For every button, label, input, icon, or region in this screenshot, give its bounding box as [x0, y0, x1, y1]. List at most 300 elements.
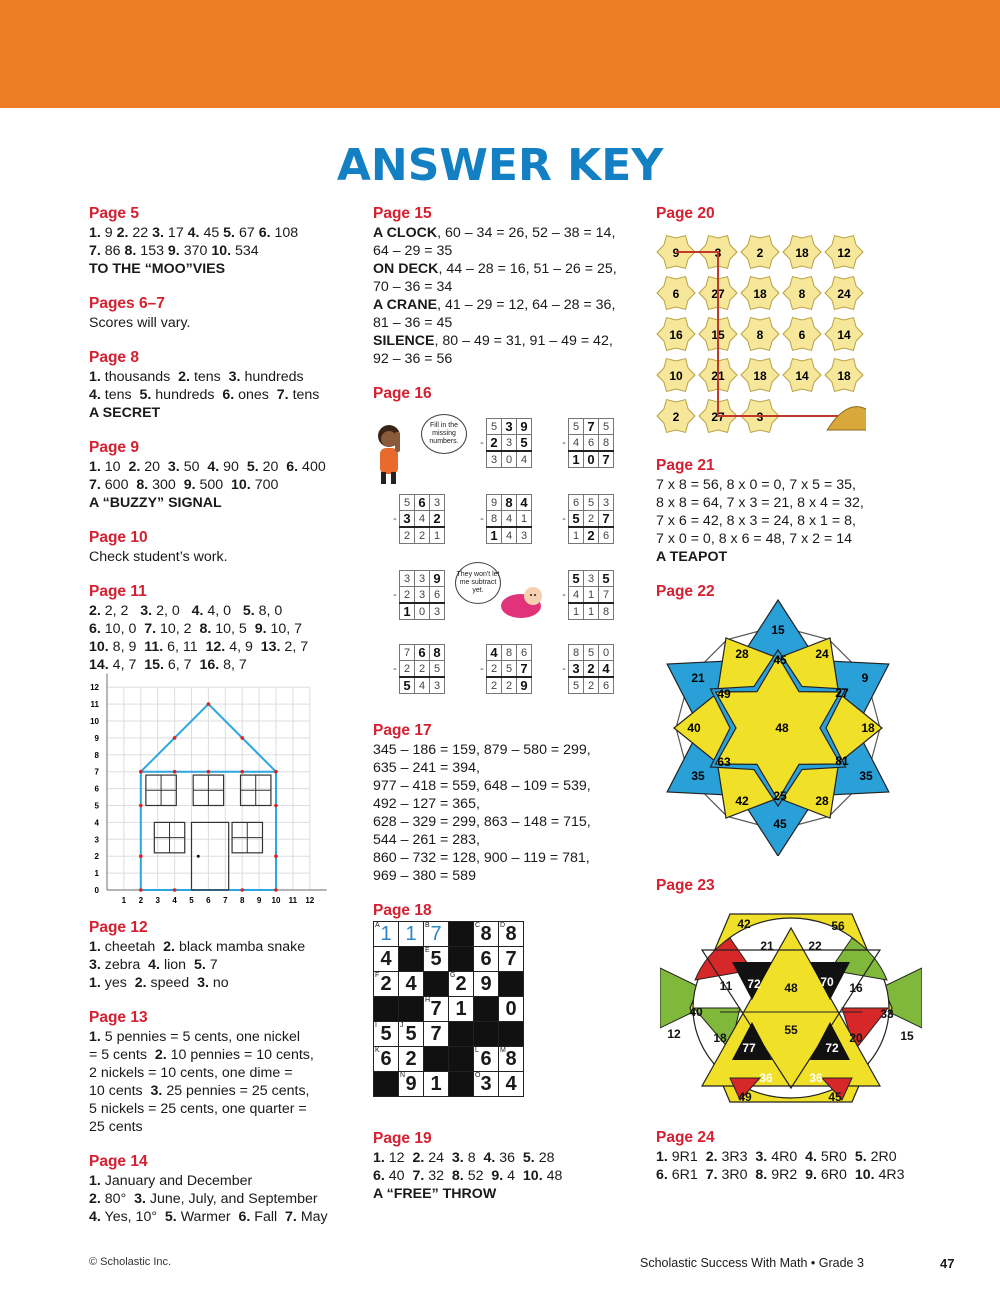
answer-text: 977 – 418 = 559, 648 – 109 = 539,: [373, 778, 591, 794]
star-number: 9: [861, 671, 869, 685]
page20-leaf-maze: [656, 232, 866, 438]
answer-text: 8.: [124, 243, 137, 259]
answer-text: 108: [270, 225, 299, 241]
answer-text: 8.: [136, 477, 149, 493]
operator: [391, 645, 400, 661]
digit-table: [560, 570, 614, 620]
answer-text: 3.: [152, 225, 164, 241]
y-tick-label: 3: [94, 835, 99, 845]
digit-cell: 3: [502, 419, 517, 435]
clue-letter: F: [375, 972, 380, 979]
answer-text: 2.: [163, 939, 176, 955]
answer-text: speed: [146, 975, 198, 991]
crossword-cell: [374, 972, 399, 997]
crossword-digit: 4: [505, 1073, 517, 1095]
crossword-digit: 8: [505, 923, 517, 945]
book-title: Scholastic Success With Math • Grade 3: [640, 1256, 864, 1270]
answer-text: 10, 7: [266, 621, 303, 637]
digit-cell: 2: [430, 511, 445, 528]
digit-table: [391, 644, 445, 694]
answer-text: 80°: [100, 1191, 135, 1207]
answer-section: [656, 1128, 956, 1184]
answer-section: [89, 438, 354, 512]
column-2-lower: [373, 1129, 638, 1219]
answer-text: SILENCE: [373, 333, 435, 349]
answer-text: 2, 0: [152, 603, 192, 619]
x-tick-label: 10: [271, 896, 281, 905]
crossword-cell: [374, 947, 399, 972]
answer-text: 10: [100, 459, 129, 475]
digit-cell: 5: [430, 661, 445, 678]
answer-section: [373, 384, 638, 404]
crossword-cell: [424, 947, 449, 972]
answer-section: [373, 1129, 638, 1203]
answer-text: ON DECK: [373, 261, 439, 277]
digit-cell: 5: [584, 495, 599, 511]
answer-text: 3.: [167, 459, 180, 475]
answer-line: [89, 974, 354, 992]
crossword-digit: 5: [380, 1023, 392, 1045]
answer-line: [373, 777, 638, 795]
answer-section: [656, 204, 956, 224]
answer-text: 2.: [134, 975, 147, 991]
answer-text: 5.: [242, 603, 255, 619]
operator: [560, 495, 569, 511]
hexagon-number: 36: [809, 1071, 823, 1085]
answer-line: [89, 1190, 354, 1208]
answer-text: 2.: [89, 603, 101, 619]
digit-cell: 8: [569, 645, 584, 661]
star-number: 35: [859, 769, 873, 783]
section-heading: Page 14: [89, 1153, 148, 1170]
leaf-number: 6: [672, 287, 680, 301]
digit-cell: 1: [517, 511, 532, 528]
answer-text: yes: [100, 975, 135, 991]
answer-line: [656, 530, 956, 548]
hexagon-number: 21: [760, 939, 774, 953]
answer-text: A CLOCK: [373, 225, 438, 241]
answer-text: 10.: [89, 639, 109, 655]
answer-text: 32: [424, 1168, 452, 1184]
answer-text: 10.: [522, 1168, 543, 1184]
answer-section: [656, 876, 956, 896]
girl-illustration: [373, 422, 407, 484]
plot-point: [173, 736, 177, 740]
clue-letter: J: [400, 1022, 404, 1029]
answer-text: 1.: [89, 1029, 101, 1045]
answer-text: = 5 cents: [89, 1047, 155, 1063]
leaf-number: 2: [672, 410, 680, 424]
answer-text: 14.: [89, 657, 109, 673]
digit-cell: 9: [517, 419, 532, 435]
digit-cell: 1: [400, 603, 415, 620]
digit-cell: 5: [487, 419, 502, 435]
answer-text: 7: [205, 957, 218, 973]
answer-text: 10 cents: [89, 1083, 151, 1099]
answer-text: 969 – 380 = 589: [373, 868, 476, 884]
digit-cell: 4: [599, 661, 614, 678]
crossword-cell: [399, 972, 424, 997]
crossword-digit: 2: [405, 1048, 417, 1070]
answer-text: 6R0: [816, 1167, 855, 1183]
answer-text: 6, 7: [163, 657, 200, 673]
leaf-number: 14: [795, 369, 809, 383]
copyright: © Scholastic Inc.: [89, 1256, 172, 1268]
crossword-digit: 4: [405, 973, 417, 995]
subtraction-problem: [478, 494, 532, 544]
y-tick-label: 2: [94, 852, 99, 862]
answer-text: 24: [424, 1150, 452, 1166]
answer-text: black mamba snake: [175, 939, 306, 955]
digit-cell: 8: [599, 603, 614, 620]
answer-line: [373, 1149, 638, 1167]
answer-text: tens: [288, 387, 320, 403]
digit-table: [560, 494, 614, 544]
crossword-digit: 2: [380, 973, 392, 995]
answer-text: 9R1: [667, 1149, 706, 1165]
operator: -: [480, 662, 484, 675]
answer-section: [89, 582, 354, 674]
answer-text: zebra: [100, 957, 149, 973]
crossword-digit: 4: [380, 948, 392, 970]
plot-point: [207, 770, 211, 774]
answer-text: Fall: [250, 1209, 286, 1225]
x-tick-label: 3: [155, 896, 160, 905]
digit-cell: 8: [430, 645, 445, 661]
leaf-number: 12: [837, 246, 851, 260]
digit-cell: 5: [569, 419, 584, 435]
star-number: 21: [691, 671, 705, 685]
leaf-number: 18: [795, 246, 809, 260]
digit-cell: 8: [599, 435, 614, 452]
answer-text: 3.: [197, 975, 209, 991]
answer-text: 3.: [150, 1083, 163, 1099]
crossword-cell: [449, 1022, 474, 1047]
crossword-cell: [424, 997, 449, 1022]
star-number: 45: [773, 817, 787, 831]
answer-text: ones: [234, 387, 277, 403]
clue-letter: E: [425, 947, 430, 954]
answer-text: 1.: [373, 1150, 385, 1166]
answer-text: 5R0: [816, 1149, 855, 1165]
crossword-cell: [474, 972, 499, 997]
operator: [560, 677, 569, 694]
hexagon-number: 16: [849, 981, 863, 995]
answer-text: hundreds: [151, 387, 223, 403]
digit-cell: 3: [487, 451, 502, 468]
answer-line: [89, 938, 354, 956]
clue-letter: M: [500, 1047, 506, 1054]
answer-text: 4, 9: [225, 639, 261, 655]
answer-text: 20: [258, 459, 287, 475]
crossword-cell: [424, 1022, 449, 1047]
answer-text: 1.: [89, 225, 101, 241]
answer-text: 2.: [154, 1047, 167, 1063]
answer-line: [89, 620, 354, 638]
star-number: 28: [815, 794, 829, 808]
answer-text: 1.: [89, 1173, 101, 1189]
answer-text: 6.: [238, 1209, 251, 1225]
answer-line: [373, 1185, 638, 1203]
hexagon-number: 40: [689, 1005, 703, 1019]
answer-text: 8.: [199, 621, 212, 637]
speech-bubble: They won't let me subtract yet.: [455, 562, 501, 604]
crossword-digit: 7: [430, 998, 442, 1020]
answer-text: 81 – 36 = 45: [373, 315, 453, 331]
star-number: 18: [861, 721, 875, 735]
answer-text: 10.: [854, 1167, 875, 1183]
answer-text: 4.: [483, 1150, 496, 1166]
crossword-cell: [474, 1072, 499, 1097]
operator: -: [393, 512, 397, 525]
operator: [391, 603, 400, 620]
hexagon-number: 48: [784, 981, 798, 995]
crossword-cell: [424, 1047, 449, 1072]
section-heading: Page 19: [373, 1130, 432, 1147]
answer-text: 10 pennies = 10 cents,: [166, 1047, 314, 1063]
digit-cell: 4: [415, 511, 430, 528]
operator: -: [480, 512, 484, 525]
leaf-number: 27: [711, 287, 725, 301]
answer-text: 11.: [144, 639, 164, 655]
section-heading: Page 12: [89, 919, 148, 936]
crossword-digit: 9: [405, 1073, 417, 1095]
clue-letter: A: [375, 922, 380, 929]
answer-line: [89, 1064, 354, 1082]
digit-cell: 4: [502, 511, 517, 528]
digit-cell: 3: [430, 677, 445, 694]
hexagon-number: 12: [667, 1027, 681, 1041]
crossword-cell: [399, 1022, 424, 1047]
subtraction-problem: [391, 644, 445, 694]
digit-table: [391, 494, 445, 544]
subtraction-problem: [391, 570, 445, 620]
answer-line: [656, 476, 956, 494]
answer-line: [656, 548, 956, 566]
answer-line: [373, 350, 638, 368]
answer-text: 4R0: [767, 1149, 806, 1165]
crossword-cell: [499, 972, 524, 997]
digit-cell: 2: [487, 661, 502, 678]
plot-point: [240, 736, 244, 740]
answer-text: 3R3: [717, 1149, 756, 1165]
crossword-grid: [373, 921, 524, 1097]
digit-cell: 6: [415, 645, 430, 661]
answer-text: 492 – 127 = 365,: [373, 796, 480, 812]
hexagon-number: 72: [825, 1041, 839, 1055]
answer-text: 700: [250, 477, 279, 493]
answer-section: [89, 918, 354, 992]
answer-text: May: [296, 1209, 328, 1225]
crossword-cell: [424, 972, 449, 997]
answer-text: 4, 0: [203, 603, 243, 619]
y-tick-label: 7: [94, 767, 99, 777]
hexagon-number: 72: [747, 977, 761, 991]
operator: [478, 495, 487, 511]
crossword-cell: [449, 947, 474, 972]
plot-point: [240, 888, 244, 892]
answer-text: 400: [298, 459, 326, 475]
answer-text: 2.: [116, 225, 129, 241]
leaf-number: 18: [753, 369, 767, 383]
leaf-number: 6: [798, 328, 806, 342]
section-heading: Page 22: [656, 583, 715, 600]
digit-table: [478, 418, 532, 468]
answer-line: [373, 278, 638, 296]
crossword-cell: [474, 922, 499, 947]
hexagon-number: 49: [738, 1090, 752, 1104]
digit-cell: 0: [502, 451, 517, 468]
x-tick-label: 2: [138, 896, 144, 905]
digit-cell: 6: [569, 495, 584, 511]
hexagon-number: 33: [880, 1007, 894, 1021]
answer-section: [373, 721, 638, 885]
subtraction-problem: [560, 644, 614, 694]
leaf-number: 3: [714, 246, 722, 260]
crossword-digit: 1: [380, 923, 392, 945]
answer-line: [373, 296, 638, 314]
crossword-digit: 5: [430, 948, 442, 970]
page22-star-puzzle: [662, 598, 894, 856]
plot-point: [274, 770, 278, 774]
answer-text: 36: [495, 1150, 523, 1166]
digit-cell: 2: [415, 527, 430, 544]
crossword-cell: [374, 1022, 399, 1047]
operator: [478, 527, 487, 544]
answer-line: [89, 386, 354, 404]
subtraction-problem: [560, 570, 614, 620]
answer-text: 25 cents: [89, 1119, 143, 1135]
plot-point: [139, 770, 143, 774]
answer-line: [373, 813, 638, 831]
digit-cell: 7: [400, 645, 415, 661]
section-heading: Page 9: [89, 439, 139, 456]
answer-text: 2.: [128, 459, 141, 475]
section-heading: Page 21: [656, 457, 715, 474]
x-tick-label: 11: [288, 896, 298, 905]
star-number: 15: [771, 623, 785, 637]
digit-cell: 6: [599, 677, 614, 694]
haystack: [827, 407, 866, 430]
answer-text: 6.: [373, 1168, 385, 1184]
digit-cell: 2: [584, 661, 599, 678]
digit-cell: 5: [569, 511, 584, 528]
operator: [391, 495, 400, 511]
answer-text: 64 – 29 = 35: [373, 243, 453, 259]
answer-text: 300: [148, 477, 184, 493]
answer-line: [89, 1172, 354, 1190]
answer-text: 3.: [89, 957, 101, 973]
digit-cell: 8: [487, 511, 502, 528]
digit-cell: 4: [517, 451, 532, 468]
leaf-number: 8: [756, 328, 764, 342]
answer-text: 544 – 261 = 283,: [373, 832, 480, 848]
section-heading: Page 5: [89, 205, 139, 222]
clue-letter: O: [475, 1072, 481, 1079]
answer-section: [89, 348, 354, 422]
answer-text: 6, 11: [163, 639, 206, 655]
star-number: 25: [773, 789, 787, 803]
plot-point: [274, 804, 278, 808]
digit-cell: 8: [502, 645, 517, 661]
answer-text: thousands: [100, 369, 179, 385]
answer-line: [89, 1082, 354, 1100]
answer-text: 4.: [148, 957, 161, 973]
crossword-digit: 1: [455, 998, 467, 1020]
crossword-row: [374, 947, 524, 972]
answer-text: 3.: [451, 1150, 464, 1166]
digit-cell: 3: [502, 435, 517, 452]
answer-text: 48: [542, 1168, 563, 1184]
operator: [560, 603, 569, 620]
crossword-row: [374, 1047, 524, 1072]
answer-text: Yes, 10°: [100, 1209, 165, 1225]
y-tick-label: 9: [94, 733, 99, 743]
answer-text: 370: [179, 243, 212, 259]
answer-text: 15.: [144, 657, 164, 673]
answer-text: 92 – 36 = 56: [373, 351, 453, 367]
column-2-middle: [373, 721, 638, 937]
digit-cell: 8: [502, 495, 517, 511]
digit-cell: 6: [584, 435, 599, 452]
crossword-digit: 6: [480, 1048, 492, 1070]
answer-text: 6.: [258, 225, 271, 241]
crossword-digit: 6: [380, 1048, 392, 1070]
section-heading: Page 24: [656, 1129, 715, 1146]
crossword-cell: [399, 997, 424, 1022]
section-heading: Page 23: [656, 877, 715, 894]
answer-line: [89, 1028, 354, 1046]
answer-text: 7.: [89, 477, 101, 493]
answer-text: , 41 – 29 = 12, 64 – 28 = 36,: [437, 297, 616, 313]
leaf-number: 14: [837, 328, 851, 342]
hexagon-number: 45: [828, 1090, 842, 1104]
answer-text: 1.: [89, 939, 101, 955]
answer-line: [656, 494, 956, 512]
digit-cell: 2: [584, 527, 599, 544]
operator: [391, 527, 400, 544]
digit-cell: 9: [487, 495, 502, 511]
answer-section: [373, 901, 638, 921]
answer-text: 16.: [199, 657, 220, 673]
digit-cell: 4: [517, 495, 532, 511]
operator: [560, 527, 569, 544]
crossword-row: [374, 1022, 524, 1047]
header-band: [0, 0, 1000, 108]
section-heading: Page 15: [373, 205, 432, 222]
star-number: 24: [815, 647, 829, 661]
answer-text: 1.: [89, 459, 101, 475]
digit-cell: 3: [517, 527, 532, 544]
baby-illustration: [499, 580, 547, 622]
answer-text: 4: [503, 1168, 523, 1184]
operator: -: [562, 436, 566, 449]
x-tick-label: 12: [305, 896, 315, 905]
answer-text: 10, 5: [211, 621, 255, 637]
digit-cell: 2: [502, 677, 517, 694]
crossword-digit: 1: [405, 923, 417, 945]
operator: -: [393, 662, 397, 675]
digit-cell: 7: [599, 451, 614, 468]
operator: [391, 571, 400, 587]
answer-text: June, July, and September: [145, 1191, 318, 1207]
digit-cell: 4: [569, 435, 584, 452]
star-number: 28: [735, 647, 749, 661]
answer-text: 7 x 6 = 42, 8 x 3 = 24, 8 x 1 = 8,: [656, 513, 856, 529]
answer-text: TO THE “MOO”VIES: [89, 261, 226, 277]
star-number: 40: [687, 721, 701, 735]
y-tick-label: 8: [94, 750, 99, 760]
